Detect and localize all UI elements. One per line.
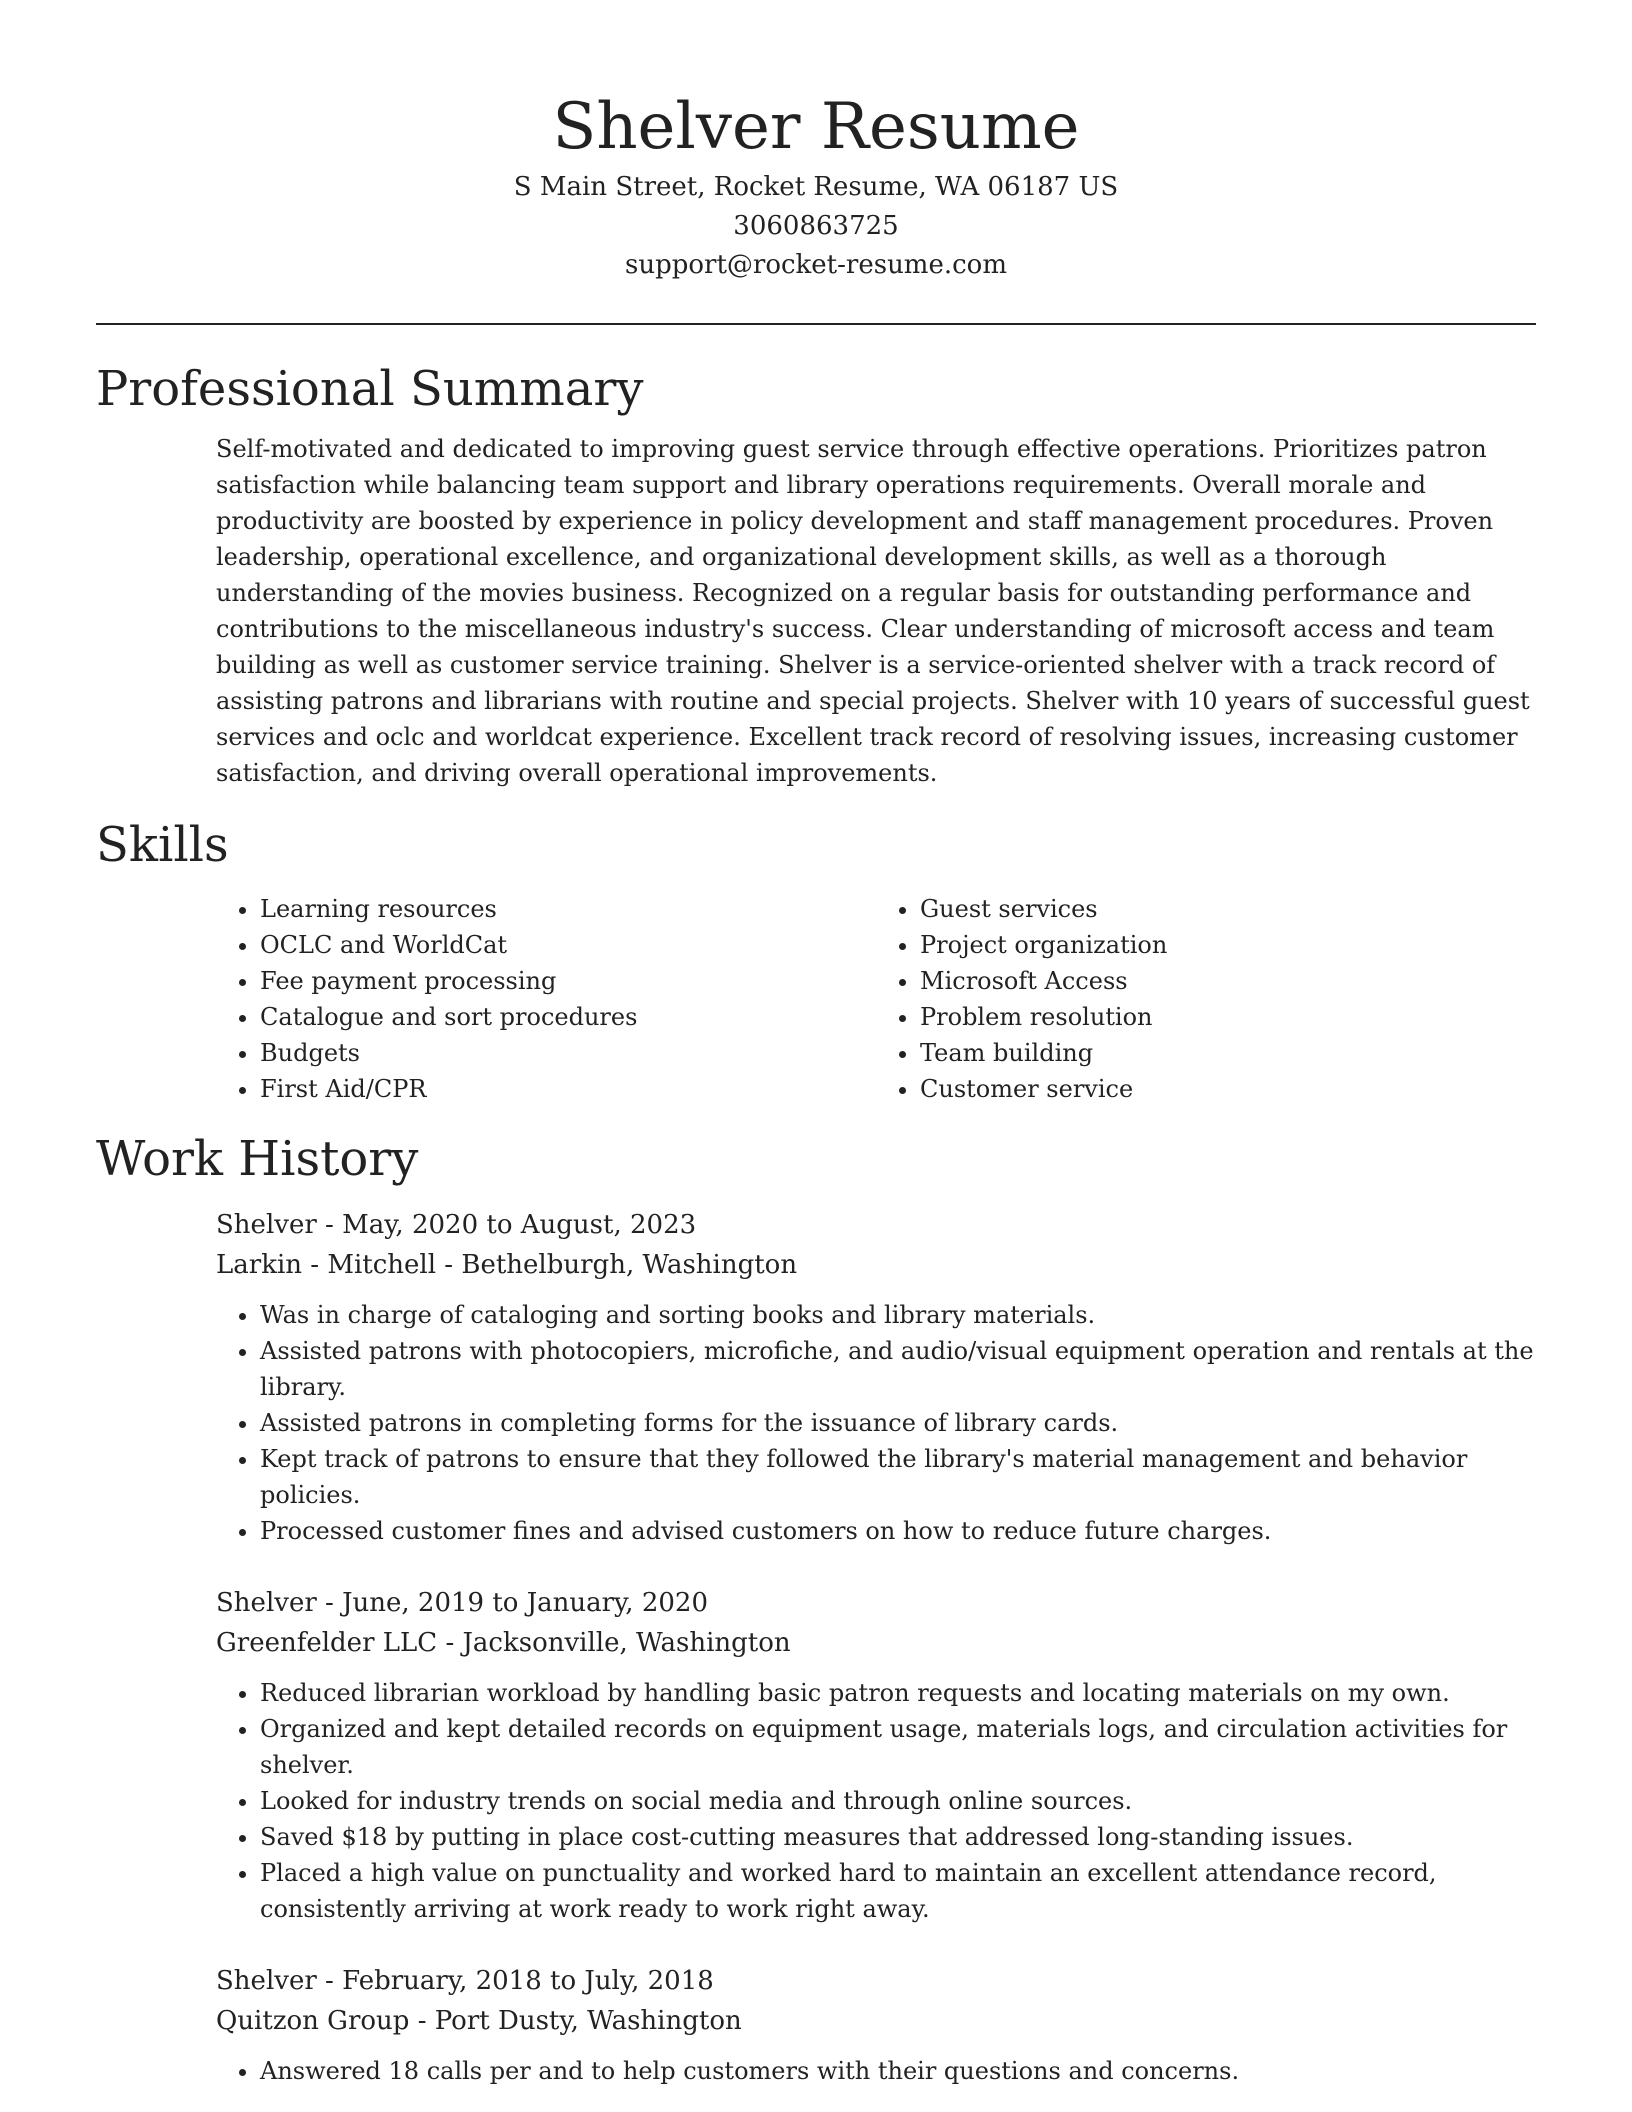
skill-item: • Catalogue and sort procedures xyxy=(260,999,876,1035)
skill-item: • First Aid/CPR xyxy=(260,1071,876,1107)
skills-heading: Skills xyxy=(96,817,229,873)
skills-right-column xyxy=(876,891,1536,1107)
job-bullet: • Processed customer fines and advised customers on how to reduce future charges. xyxy=(260,1513,1536,1549)
job-bullet: • Reduced librarian workload by handling basic patron requests and locating materials on my own. xyxy=(260,1675,1536,1711)
job-bullet: • Placed a high value on punctuality and worked hard to maintain an excellent attendance record, consistently arriving at work ready to work right away. xyxy=(260,1855,1536,1927)
contact-address: S Main Street, Rocket Resume, WA 06187 US xyxy=(513,172,1119,202)
skills-grid xyxy=(216,891,1536,1107)
job-company-line: Larkin - Mitchell - Bethelburgh, Washington xyxy=(216,1250,798,1280)
resume-page xyxy=(96,0,1536,2089)
job-bullet: • Saved $18 by putting in place cost-cutting measures that addressed long-standing issues. xyxy=(260,1819,1536,1855)
skill-item: • OCLC and WorldCat xyxy=(260,927,876,963)
job-title-line: Shelver - February, 2018 to July, 2018 xyxy=(216,1966,714,1996)
skill-item: • Budgets xyxy=(260,1035,876,1071)
summary-heading: Professional Summary xyxy=(96,361,644,417)
skill-item: • Learning resources xyxy=(260,891,876,927)
job-entry xyxy=(216,1961,1536,2089)
contact-phone: 3060863725 xyxy=(733,211,899,241)
job-title-line: Shelver - May, 2020 to August, 2023 xyxy=(216,1210,697,1240)
job-bullet: • Assisted patrons with photocopiers, microfiche, and audio/visual equipment operation and rentals at the library. xyxy=(260,1333,1536,1405)
job-bullets xyxy=(216,1297,1536,1549)
job-entry xyxy=(216,1583,1536,1927)
job-bullet: • Organized and kept detailed records on equipment usage, materials logs, and circulation activities for shelver. xyxy=(260,1711,1536,1783)
skill-item: • Fee payment processing xyxy=(260,963,876,999)
header-divider xyxy=(96,323,1536,325)
skills-section xyxy=(96,815,1536,1107)
skill-item: • Guest services xyxy=(920,891,1536,927)
skill-item: • Microsoft Access xyxy=(920,963,1536,999)
contact-email: support@rocket-resume.com xyxy=(624,250,1007,280)
summary-text: Self-motivated and dedicated to improving guest service through effective operations. Prioritizes patron satisfaction while balancing team support and library operations requirements. Overall morale and productivity are boosted by experience in policy development and staff management procedures. Proven leadership, operational excellence, and organizational development skills, as well as a thorough understanding of the movies business. Recognized on a regular basis for outstanding performance and contributions to the miscellaneous industry's success. Clear understanding of microsoft access and team building as well as customer service training. Shelver is a service-oriented shelver with a track record of assisting patrons and librarians with routine and special projects. Shelver with 10 years of successful guest services and oclc and worldcat experience. Excellent track record of resolving issues, increasing customer satisfaction, and driving overall operational improvements. xyxy=(216,435,1530,787)
job-bullets xyxy=(216,2053,1536,2089)
job-entry xyxy=(216,1205,1536,1549)
skills-left-column xyxy=(216,891,876,1107)
skill-item: • Customer service xyxy=(920,1071,1536,1107)
job-company-line: Greenfelder LLC - Jacksonville, Washington xyxy=(216,1628,791,1658)
work-history-section xyxy=(96,1129,1536,2089)
skill-item: • Team building xyxy=(920,1035,1536,1071)
resume-title: Shelver Resume xyxy=(552,90,1080,164)
job-bullet: • Looked for industry trends on social media and through online sources. xyxy=(260,1783,1536,1819)
work-history-heading: Work History xyxy=(96,1131,419,1187)
summary-section xyxy=(96,359,1536,791)
job-bullets xyxy=(216,1675,1536,1927)
job-bullet: • Kept track of patrons to ensure that they followed the library's material management and behavior policies. xyxy=(260,1441,1536,1513)
resume-header xyxy=(96,0,1536,285)
job-bullet: • Was in charge of cataloging and sorting books and library materials. xyxy=(260,1297,1536,1333)
skill-item: • Problem resolution xyxy=(920,999,1536,1035)
job-bullet: • Answered 18 calls per and to help customers with their questions and concerns. xyxy=(260,2053,1536,2089)
job-bullet: • Assisted patrons in completing forms for the issuance of library cards. xyxy=(260,1405,1536,1441)
job-title-line: Shelver - June, 2019 to January, 2020 xyxy=(216,1588,708,1618)
job-company-line: Quitzon Group - Port Dusty, Washington xyxy=(216,2006,742,2036)
skill-item: • Project organization xyxy=(920,927,1536,963)
